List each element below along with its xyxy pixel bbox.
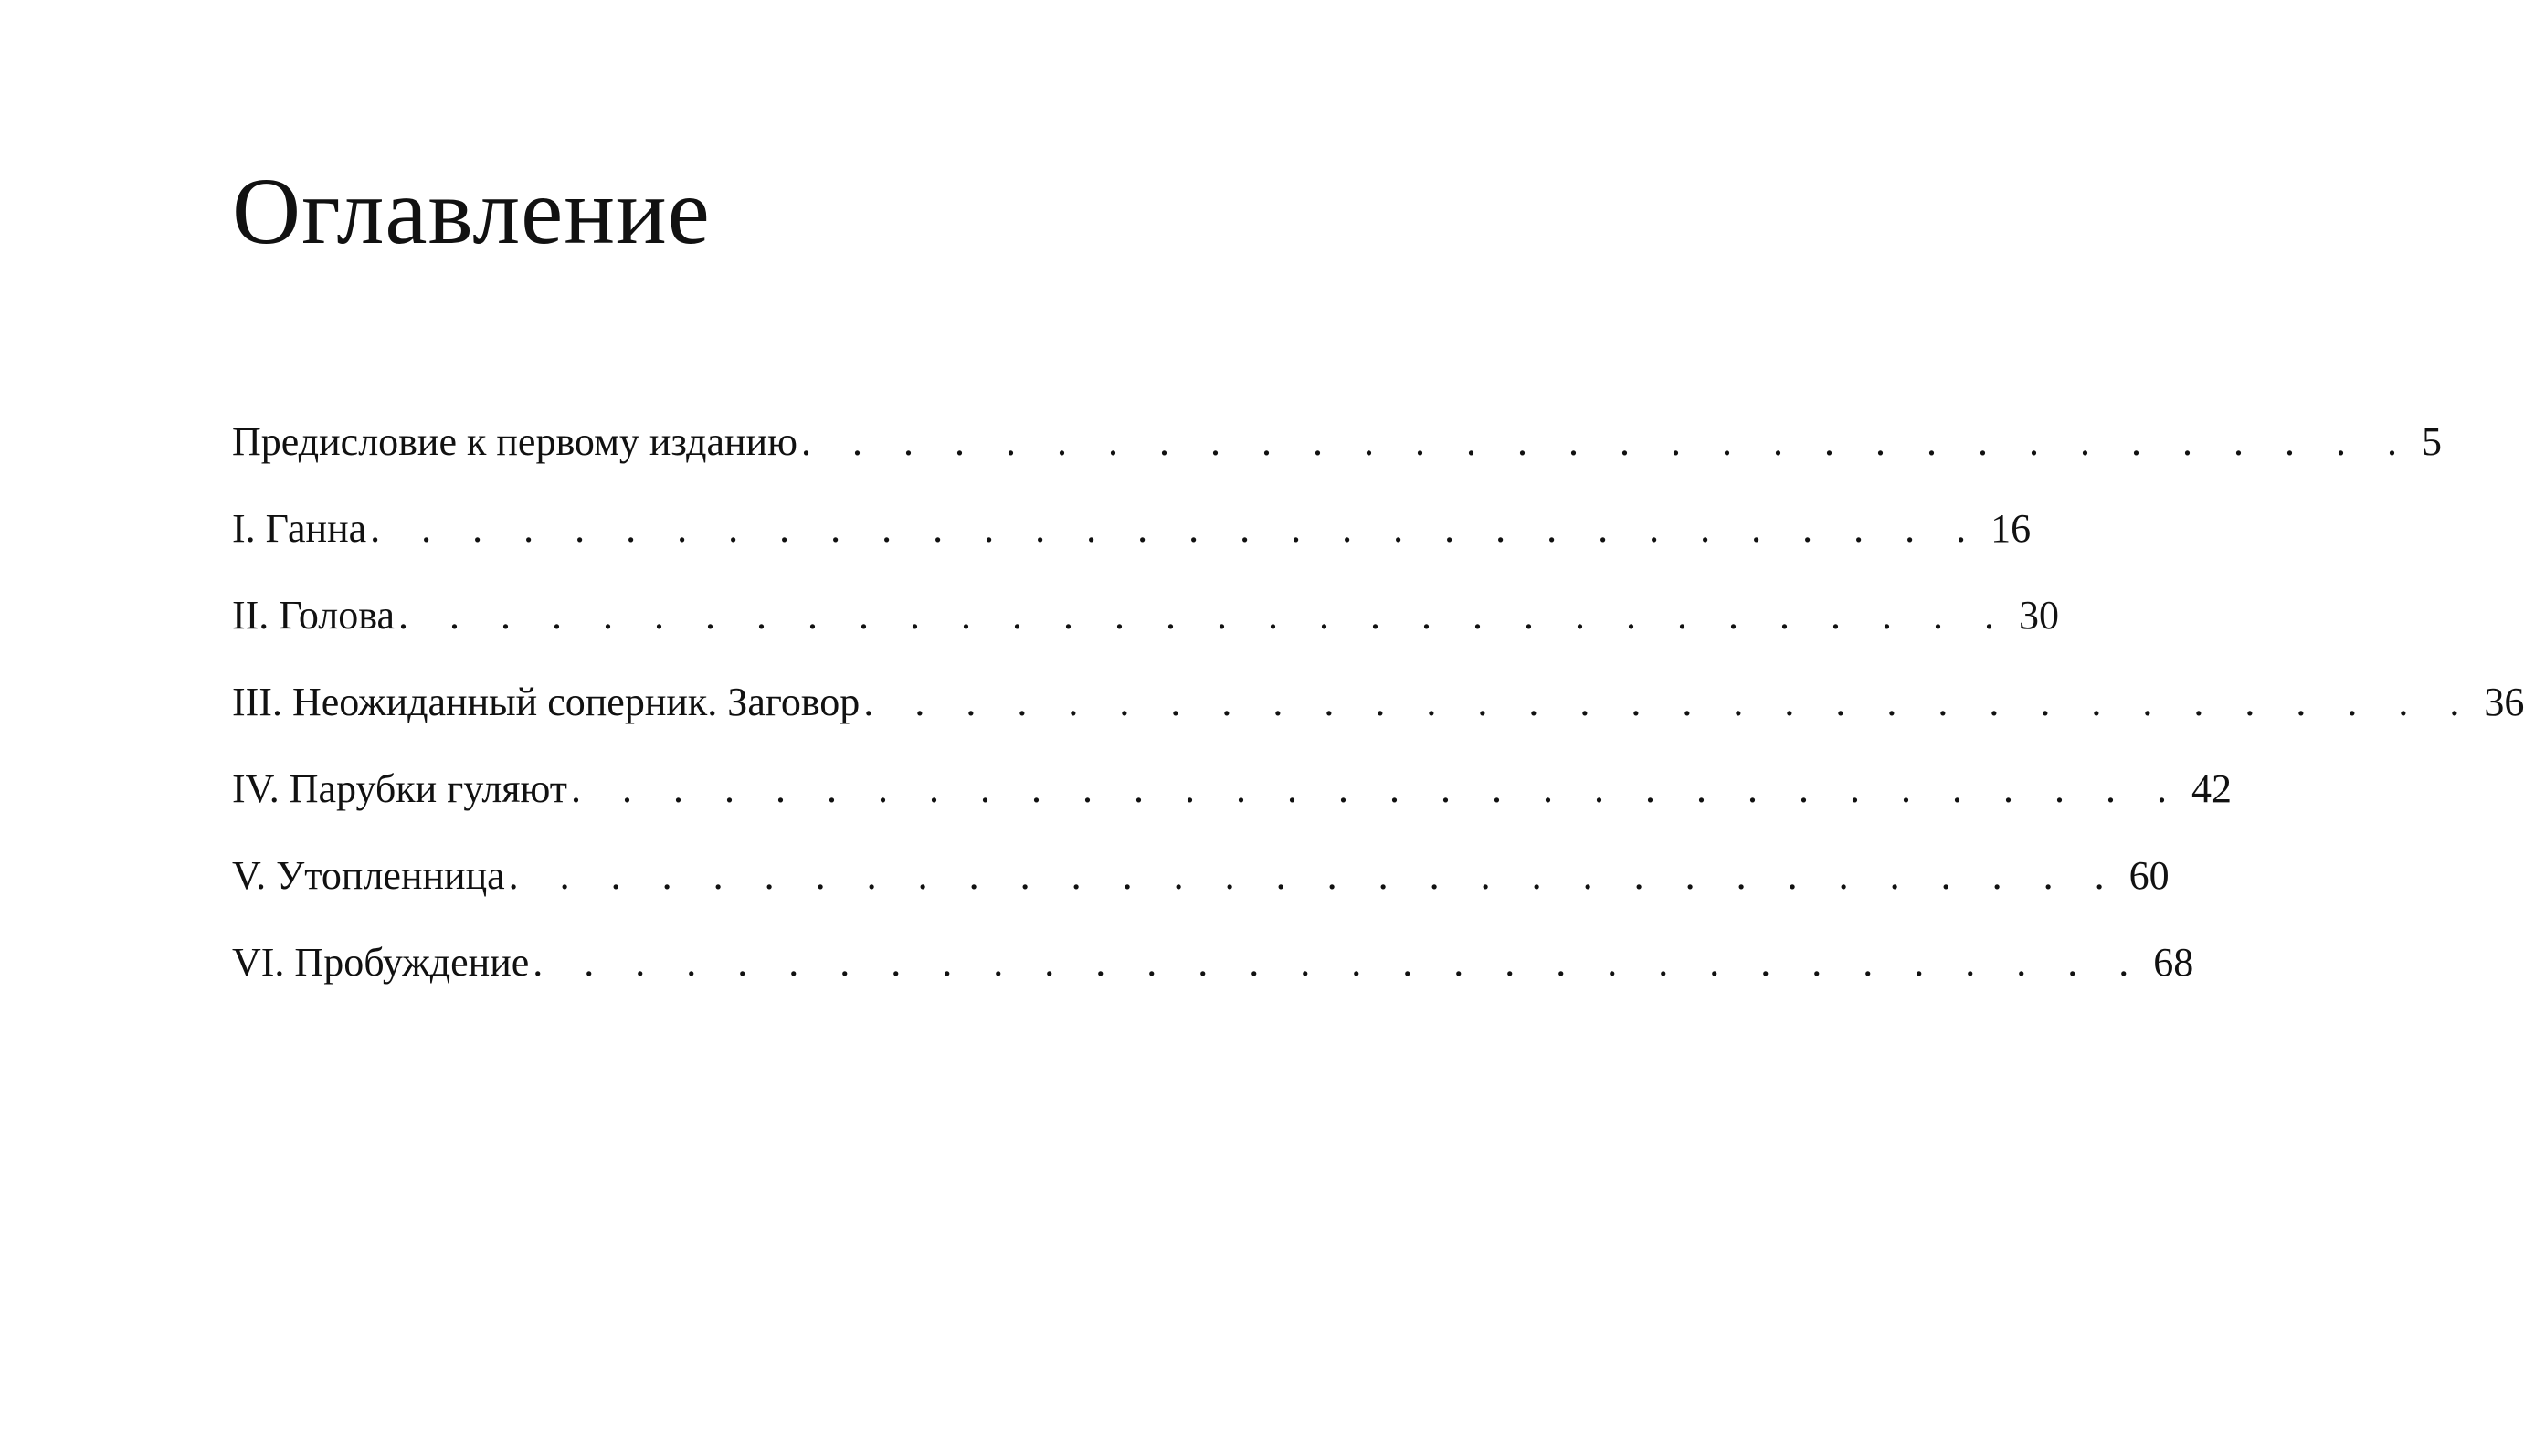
dot-leader: . . . . . . . . . . . . . . . . . . . . . . . . . . . . . . . .: [533, 940, 2145, 985]
toc-entry-label: III. Неожиданный соперник. Заговор: [232, 680, 861, 724]
toc-entry-label: VI. Пробуждение: [232, 940, 530, 985]
toc-entry: [232, 419, 2442, 509]
toc-entry-label: I. Ганна: [232, 506, 367, 551]
table-of-contents: [232, 419, 2524, 1029]
toc-entry-page-number: 60: [2128, 853, 2170, 898]
dot-leader: . . . . . . . . . . . . . . . . . . . . . . . . . . . . . . . .: [863, 680, 2476, 724]
toc-entry-page-number: 36: [2484, 680, 2524, 724]
toc-entry: [232, 853, 2170, 943]
toc-entry-label: IV. Парубки гуляют: [232, 766, 568, 811]
toc-entry-page-number: 68: [2153, 940, 2194, 985]
toc-entry: [232, 593, 2059, 682]
toc-entry-page-number: 42: [2191, 766, 2233, 811]
toc-entry-page-number: 30: [2018, 593, 2059, 638]
toc-entry: [232, 680, 2524, 769]
toc-entry-page-number: 5: [2421, 419, 2442, 464]
dot-leader: . . . . . . . . . . . . . . . . . . . . . . . . . . . . . . . .: [800, 419, 2413, 464]
toc-entry-page-number: 16: [1991, 506, 2032, 551]
dot-leader: . . . . . . . . . . . . . . . . . . . . . . . . . . . . . . . .: [370, 506, 1982, 551]
dot-leader: . . . . . . . . . . . . . . . . . . . . . . . . . . . . . . . .: [397, 593, 2010, 638]
toc-entry: [232, 766, 2233, 856]
toc-entry-label: Предисловие к первому изданию: [232, 419, 797, 464]
toc-entry: [232, 940, 2194, 1029]
toc-entry: [232, 506, 2032, 596]
page-title: Оглавление: [232, 159, 711, 264]
dot-leader: . . . . . . . . . . . . . . . . . . . . . . . . . . . . . . . .: [571, 766, 2183, 811]
dot-leader: . . . . . . . . . . . . . . . . . . . . . . . . . . . . . . . .: [508, 853, 2120, 898]
toc-entry-label: V. Утопленница: [232, 853, 505, 898]
toc-entry-label: II. Голова: [232, 593, 395, 638]
